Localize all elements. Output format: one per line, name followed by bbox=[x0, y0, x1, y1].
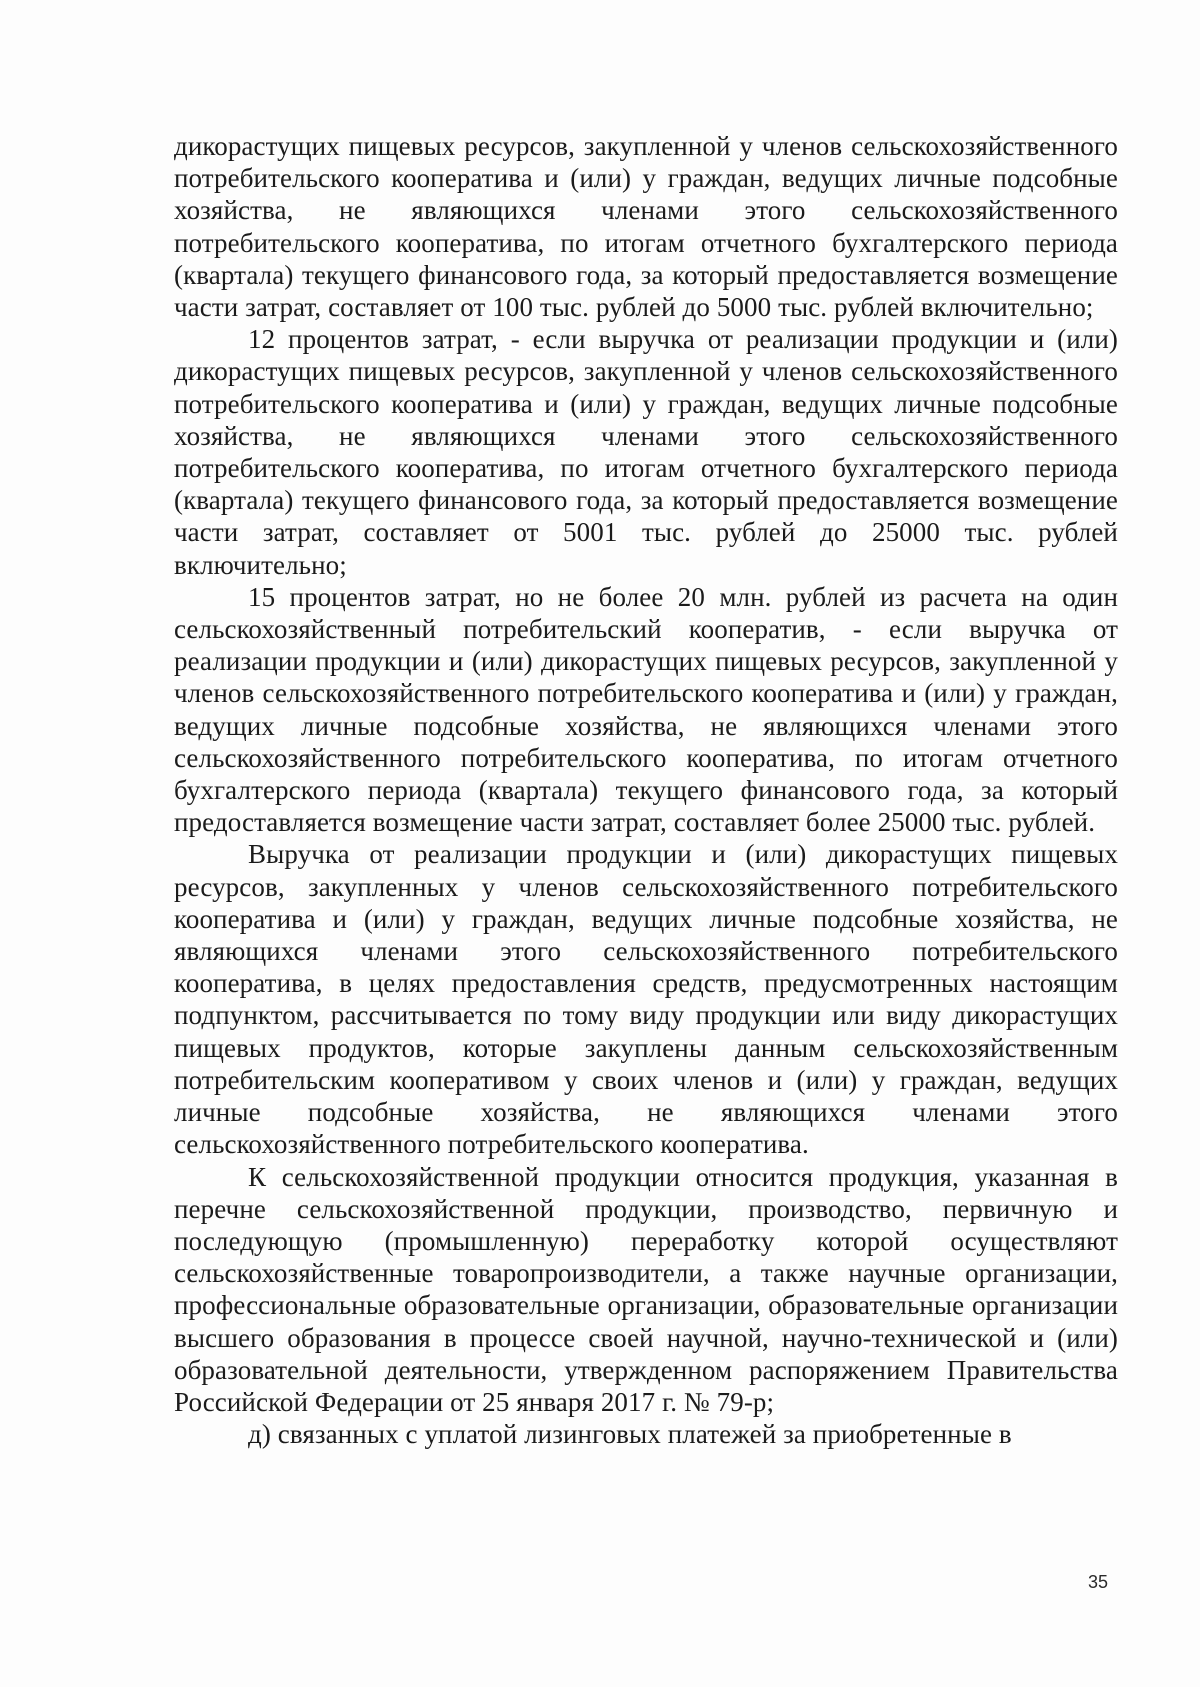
paragraph-3: 15 процентов затрат, но не более 20 млн. рублей из расчета на один сельскохозяйственный потребительский кооператив, - если выручка от реализации продукции и (или) дикорастущих пищевых ресурсов, закупленной у членов сельскохозяйственного потребительского кооператива и (или) у граждан, ведущих личные подсобные хозяйства, не являющихся членами этого сельскохозяйственного потребительского кооператива, по итогам отчетного бухгалтерского периода (квартала) текущего финансового года, за который предоставляется возмещение части затрат, составляет более 25000 тыс. рублей. bbox=[174, 581, 1118, 838]
paragraph-6: д) связанных с уплатой лизинговых платежей за приобретенные в bbox=[248, 1419, 1012, 1450]
document-body bbox=[174, 130, 1118, 1450]
paragraph-5: К сельскохозяйственной продукции относится продукция, указанная в перечне сельскохозяйственной продукции, производство, первичную и последующую (промышленную) переработку которой осуществляют сельскохозяйственные товаропроизводители, а также научные организации, профессиональные образовательные организации, образовательные организации высшего образования в процессе своей научной, научно-технической и (или) образовательной деятельности, утвержденном распоряжением Правительства Российской Федерации от 25 января 2017 г. № 79-р; bbox=[174, 1161, 1118, 1417]
paragraph-4: Выручка от реализации продукции и (или) дикорастущих пищевых ресурсов, закупленных у членов сельскохозяйственного потребительского кооператива и (или) у граждан, ведущих личные подсобные хозяйства, не являющихся членами этого сельскохозяйственного потребительского кооператива, в целях предоставления средств, предусмотренных настоящим подпунктом, рассчитывается по тому виду продукции или виду дикорастущих пищевых продуктов, которые закуплены данным сельскохозяйственным потребительским кооперативом у своих членов и (или) у граждан, ведущих личные подсобные хозяйства, не являющихся членами этого сельскохозяйственного потребительского кооператива. bbox=[174, 839, 1118, 1160]
page-number: 35 bbox=[1088, 1572, 1109, 1592]
paragraph-1: дикорастущих пищевых ресурсов, закупленной у членов сельскохозяйственного потребительского кооператива и (или) у граждан, ведущих личные подсобные хозяйства, не являющихся членами этого сельскохозяйственного потребительского кооператива, по итогам отчетного бухгалтерского периода (квартала) текущего финансового года, за который предоставляется возмещение части затрат, составляет от 100 тыс. рублей до 5000 тыс. рублей включительно; bbox=[174, 131, 1118, 323]
paragraph-2: 12 процентов затрат, - если выручка от реализации продукции и (или) дикорастущих пищевых ресурсов, закупленной у членов сельскохозяйственного потребительского кооператива и (или) у граждан, ведущих личные подсобные хозяйства, не являющихся членами этого сельскохозяйственного потребительского кооператива, по итогам отчетного бухгалтерского периода (квартала) текущего финансового года, за который предоставляется возмещение части затрат, составляет от 5001 тыс. рублей до 25000 тыс. рублей включительно; bbox=[174, 324, 1118, 580]
